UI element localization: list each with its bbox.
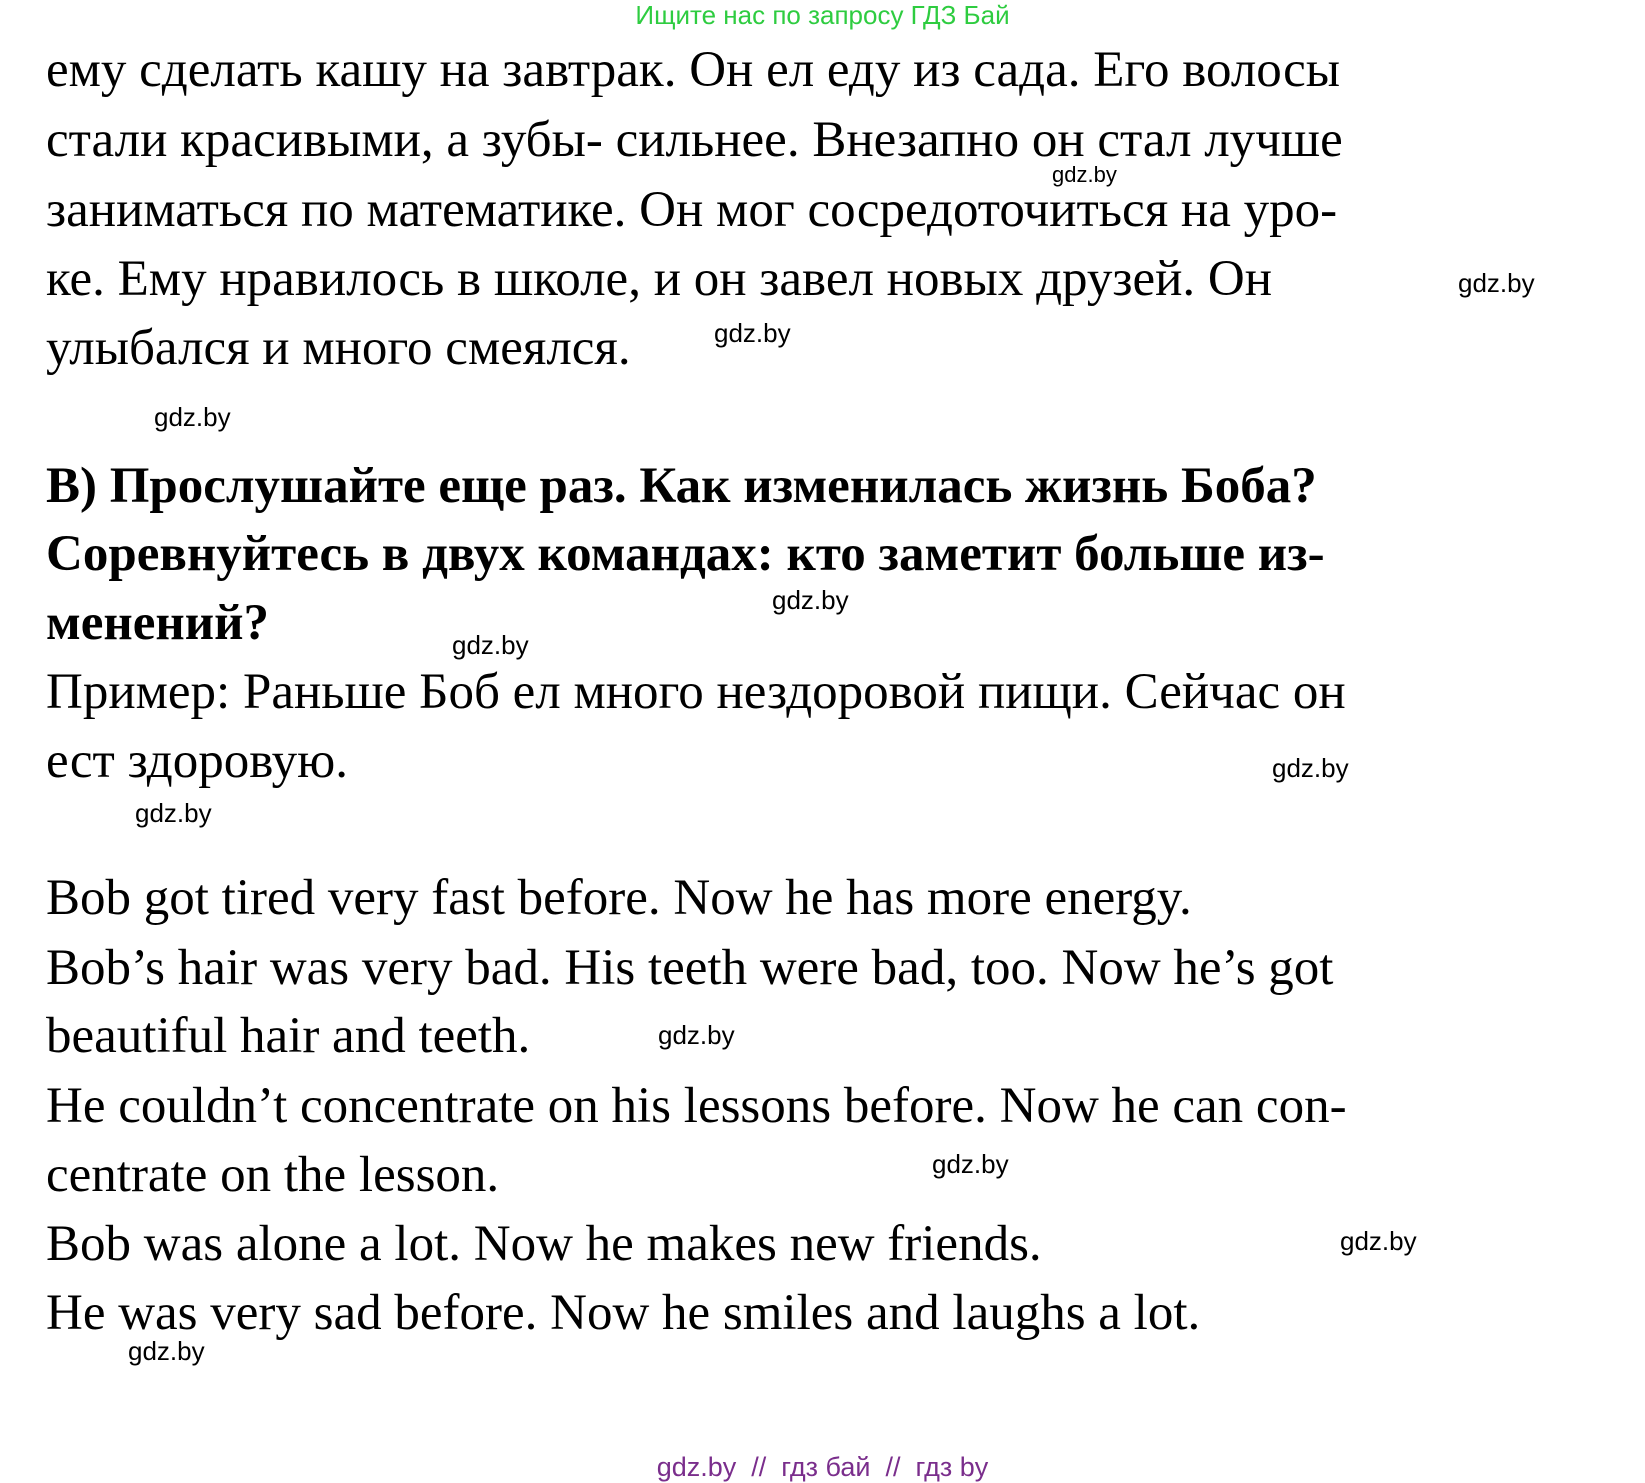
watermark: gdz.by <box>1458 268 1535 298</box>
watermark: gdz.by <box>714 318 791 348</box>
answer-line: Bob’s hair was very bad. His teeth were bad, too. Now he’s got <box>46 940 1334 996</box>
russian-text-line: заниматься по математике. Он мог сосредоточиться на уро- <box>46 182 1338 238</box>
task-heading-line: Соревнуйтесь в двух командах: кто заметит больше из- <box>46 526 1325 582</box>
answer-line: Bob was alone a lot. Now he makes new friends. <box>46 1216 1042 1272</box>
russian-text-line: улыбался и много смеялся. <box>46 320 631 376</box>
watermark: gdz.by <box>1340 1226 1417 1256</box>
example-line: ест здоровую. <box>46 733 348 789</box>
top-banner: Ищите нас по запросу ГДЗ Бай <box>635 0 1010 30</box>
answer-line: He was very sad before. Now he smiles and laughs a lot. <box>46 1285 1201 1341</box>
watermark: gdz.by <box>932 1149 1009 1179</box>
watermark: gdz.by <box>154 402 231 432</box>
watermark: gdz.by <box>128 1336 205 1366</box>
answer-line: centrate on the lesson. <box>46 1147 500 1203</box>
watermark: gdz.by <box>658 1020 735 1050</box>
answer-line: beautiful hair and teeth. <box>46 1008 531 1064</box>
russian-text-line: ему сделать кашу на завтрак. Он ел еду из сада. Его волосы <box>46 42 1340 98</box>
example-line: Пример: Раньше Боб ел много нездоровой пищи. Сейчас он <box>46 664 1346 720</box>
footer-links: gdz.by // гдз бай // гдз by <box>656 1452 989 1482</box>
russian-text-line: ке. Ему нравилось в школе, и он завел новых друзей. Он <box>46 251 1273 307</box>
watermark: gdz.by <box>452 630 529 660</box>
task-heading-line: менений? <box>46 595 270 651</box>
watermark: gdz.by <box>1052 162 1117 187</box>
watermark: gdz.by <box>1272 753 1349 783</box>
watermark: gdz.by <box>135 798 212 828</box>
russian-text-line: стали красивыми, а зубы- сильнее. Внезапно он стал лучше <box>46 112 1343 168</box>
answer-line: Bob got tired very fast before. Now he has more energy. <box>46 870 1192 926</box>
answer-line: He couldn’t concentrate on his lessons before. Now he can con- <box>46 1078 1347 1134</box>
watermark: gdz.by <box>772 585 849 615</box>
task-heading-line: В) Прослушайте еще раз. Как изменилась жизнь Боба? <box>46 458 1317 514</box>
